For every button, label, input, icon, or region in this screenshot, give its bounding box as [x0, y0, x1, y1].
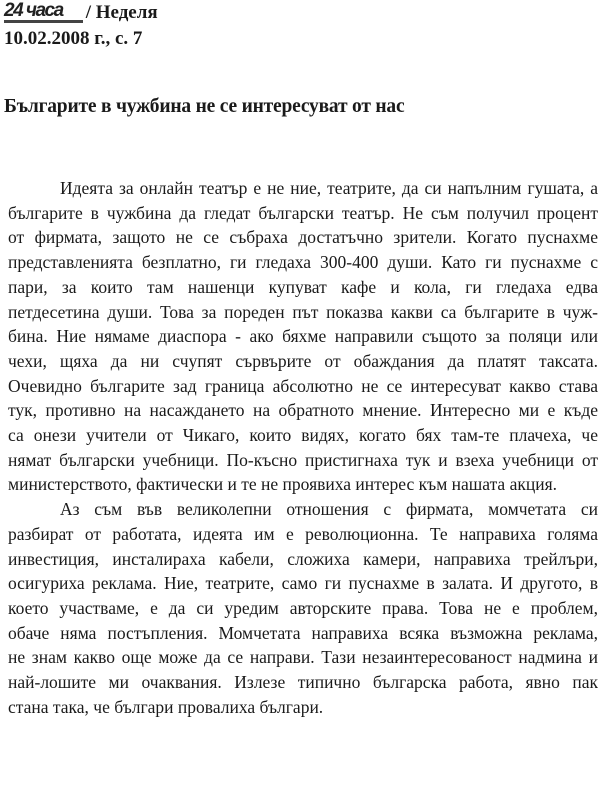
text-line: не знам какво още може да се направи. Тази незаинтересованост надмина и — [8, 647, 598, 668]
text-line: най-лошите ми очаквания. Излезе типично българска работа, явно пак — [8, 672, 598, 693]
text-line: Идеята за онлайн театър е не ние, театрите, да си напълним гушата, а — [60, 178, 598, 198]
text-line: пари, за които там нашенци купуват кафе и кола, ги гледаха едва — [8, 276, 598, 297]
text-line: министерството, фактически и те не проявиха интерес към нашата акция. — [8, 474, 558, 495]
text-line: петдесетина души. Това за пореден път показва какви са българите в чуж- — [8, 301, 598, 322]
article-paragraph — [8, 497, 598, 719]
text-line: нямат български учебници. По-късно пристигнаха тук и взеха учебници от — [8, 449, 598, 470]
text-line: обаче няма постъпления. Момчетата направиха всяка възможна реклама, — [8, 622, 598, 643]
text-line: представленията безплатно, ги гледаха 300-400 души. Като ги пуснахме с — [8, 252, 598, 273]
text-line: са онези учители от Чикаго, които видях, когато бях там-те плачеха, че — [8, 425, 598, 446]
text-line: българите в чужбина да гледат български театър. Не съм получил процент — [8, 202, 598, 223]
masthead — [4, 2, 158, 23]
article-body — [8, 176, 598, 719]
publication-date: 10.02.2008 г., с. 7 — [4, 28, 143, 49]
text-line: осигуриха реклама. Ние, театрите, само ги пуснахме в залата. И другото, в — [8, 573, 598, 594]
text-line: стана така, че българи провалиха българи. — [8, 696, 324, 717]
article-title: Българите в чужбина не се интересуват от нас — [4, 96, 405, 117]
section-name: / Неделя — [85, 2, 158, 23]
publication-logo: 24 часа — [4, 2, 83, 23]
text-line: бина. Ние нямаме диаспора - ако бяхме направили същото за поляци или — [8, 326, 598, 347]
text-line: тук, противно на насаждането на обратното мнение. Интересно ми е къде — [8, 400, 598, 421]
text-line: разбират от работата, идеята им е революционна. Те направиха голяма — [8, 523, 598, 544]
text-line: Очевидно българите зад граница абсолютно не се интересуват какво става — [8, 375, 598, 396]
text-line: чехи, щяха да ни счупят сървърите от обаждания да платят таксата. — [8, 350, 598, 371]
article-paragraph — [8, 176, 598, 497]
text-line: което участваме, е да си уредим авторските права. Това не е проблем, — [8, 597, 598, 618]
text-line: Аз съм във великолепни отношения с фирмата, момчетата си — [60, 499, 598, 520]
text-line: инвестиция, инсталираха кабели, сложиха камери, направиха трейлъри, — [8, 548, 598, 569]
text-line: от фирмата, защото не се събраха достатъчно зрители. Когато пуснахме — [8, 227, 598, 248]
